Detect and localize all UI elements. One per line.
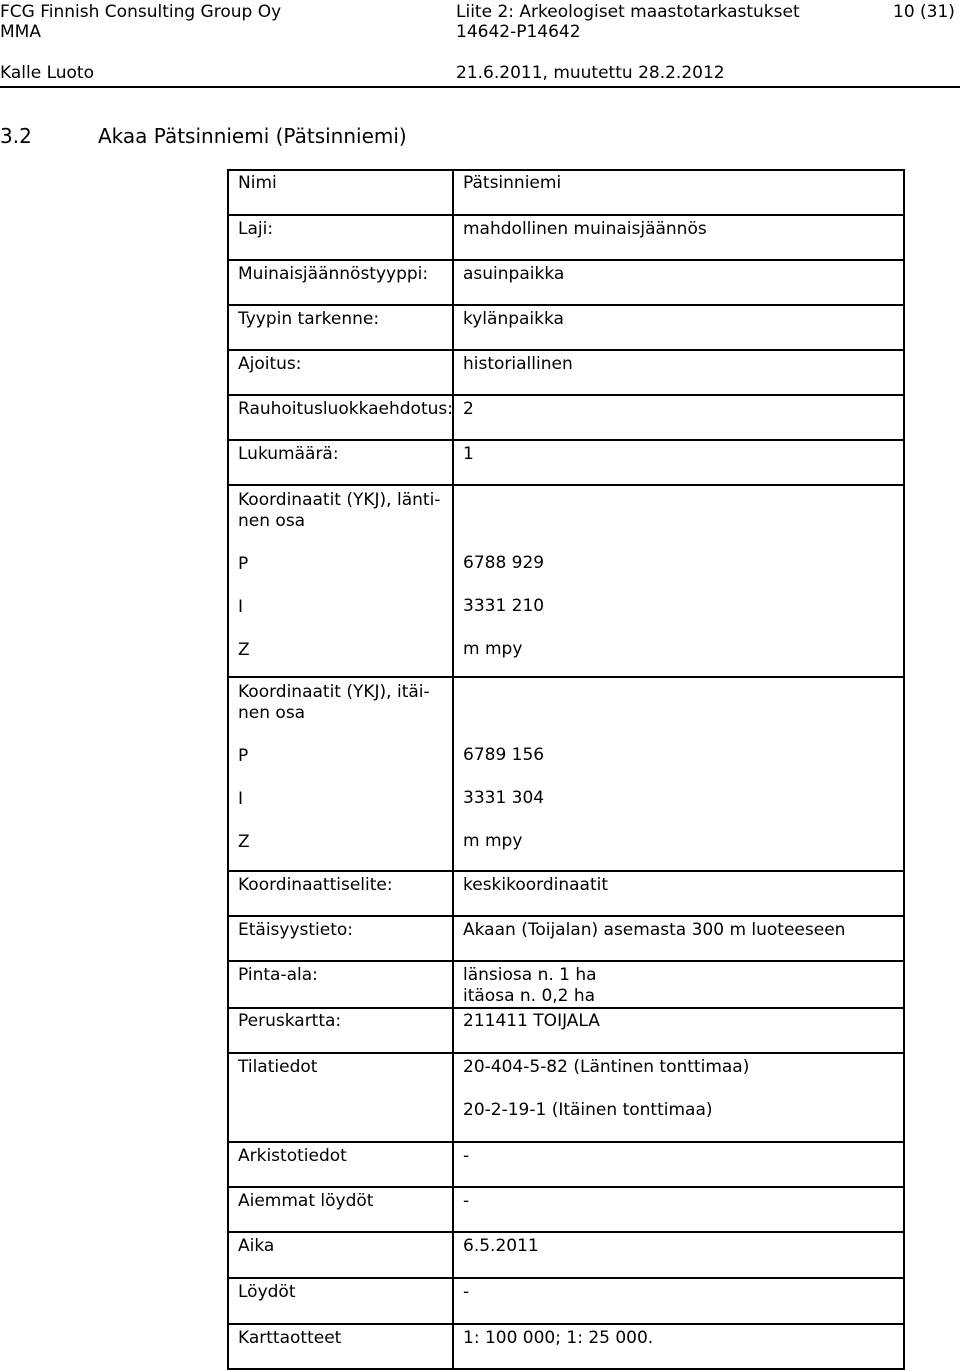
arkistotiedot-label: Arkistotiedot <box>228 1142 453 1187</box>
rauhoitus-label: Rauhoitusluokkaehdotus: <box>228 395 453 440</box>
header-company: FCG Finnish Consulting Group Oy <box>0 2 282 22</box>
header-document-number: 14642-P14642 <box>456 22 581 42</box>
koordinaatit-ita-i-value: 3331 304 <box>463 788 545 808</box>
table-row <box>228 1142 904 1187</box>
section-number: 3.2 <box>0 124 32 148</box>
table-row <box>228 305 904 350</box>
koordinaatit-ita-p-label: P <box>238 746 249 766</box>
nimi-label: Nimi <box>228 170 453 215</box>
pinta-ala-value-line1: länsiosa n. 1 ha <box>463 965 597 985</box>
koordinaatit-lansi-p-value: 6788 929 <box>463 553 545 573</box>
tarkenne-label: Tyypin tarkenne: <box>228 305 453 350</box>
koordinaatit-lansi-i-value: 3331 210 <box>463 596 545 616</box>
laji-value: mahdollinen muinaisjäännös <box>453 215 904 260</box>
header-department: MMA <box>0 22 41 42</box>
table-row <box>228 1232 904 1278</box>
koordinaatit-ita-values <box>453 677 904 871</box>
tyyppi-value: asuinpaikka <box>453 260 904 305</box>
aiemmat-loydot-label: Aiemmat löydöt <box>228 1187 453 1232</box>
koordinaatit-ita-z-value: m mpy <box>463 831 523 851</box>
table-row <box>228 871 904 916</box>
pinta-ala-value-line2: itäosa n. 0,2 ha <box>463 986 596 1006</box>
karttaotteet-value: 1: 100 000; 1: 25 000. <box>453 1324 904 1369</box>
header-date: 21.6.2011, muutettu 28.2.2012 <box>456 63 725 83</box>
section-heading <box>0 124 407 148</box>
header-document-title: Liite 2: Arkeologiset maastotarkastukset <box>456 2 800 22</box>
section-title: Akaa Pätsinniemi (Pätsinniemi) <box>98 124 407 148</box>
aika-value: 6.5.2011 <box>453 1232 904 1278</box>
tilatiedot-value <box>453 1053 904 1142</box>
table-row <box>228 350 904 395</box>
ajoitus-label: Ajoitus: <box>228 350 453 395</box>
arkistotiedot-value: - <box>453 1142 904 1187</box>
pinta-ala-value <box>453 961 904 1008</box>
table-row <box>228 215 904 260</box>
table-row <box>228 395 904 440</box>
table-row <box>228 260 904 305</box>
table-row <box>228 440 904 485</box>
table-row <box>228 1008 904 1053</box>
loydot-value: - <box>453 1278 904 1324</box>
table-row <box>228 1187 904 1232</box>
aiemmat-loydot-value: - <box>453 1187 904 1232</box>
tarkenne-value: kylänpaikka <box>453 305 904 350</box>
koordinaattiselite-value: keskikoordinaatit <box>453 871 904 916</box>
koordinaatit-lansi-label <box>228 485 453 677</box>
tilatiedot-value-line2: 20-2-19-1 (Itäinen tonttimaa) <box>463 1100 713 1120</box>
header-page-number: 10 (31) <box>893 2 955 22</box>
koordinaatit-lansi-z-label: Z <box>238 640 250 660</box>
koordinaattiselite-label: Koordinaattiselite: <box>228 871 453 916</box>
tilatiedot-value-line1: 20-404-5-82 (Läntinen tonttimaa) <box>463 1057 750 1077</box>
rauhoitus-value: 2 <box>453 395 904 440</box>
lukumaara-value: 1 <box>453 440 904 485</box>
pinta-ala-label: Pinta-ala: <box>228 961 453 1008</box>
koordinaatit-ita-label <box>228 677 453 871</box>
koordinaatit-lansi-label-line1: Koordinaatit (YKJ), länti- <box>238 490 441 510</box>
koordinaatit-ita-i-label: I <box>238 789 244 809</box>
table-row <box>228 961 904 1008</box>
koordinaatit-ita-z-label: Z <box>238 832 250 852</box>
table-row <box>228 1053 904 1142</box>
header-author: Kalle Luoto <box>0 63 94 83</box>
table-row <box>228 485 904 677</box>
aika-label: Aika <box>228 1232 453 1278</box>
ajoitus-value: historiallinen <box>453 350 904 395</box>
peruskartta-value: 211411 TOIJALA <box>453 1008 904 1053</box>
koordinaatit-lansi-label-line2: nen osa <box>238 511 306 531</box>
koordinaatit-ita-label-line2: nen osa <box>238 703 306 723</box>
etaisyystieto-value: Akaan (Toijalan) asemasta 300 m luoteeseen <box>453 916 904 961</box>
koordinaatit-lansi-z-value: m mpy <box>463 639 523 659</box>
table-row <box>228 1278 904 1324</box>
table-row <box>228 1324 904 1369</box>
karttaotteet-label: Karttaotteet <box>228 1324 453 1369</box>
etaisyystieto-label: Etäisyystieto: <box>228 916 453 961</box>
table-row <box>228 916 904 961</box>
lukumaara-label: Lukumäärä: <box>228 440 453 485</box>
laji-label: Laji: <box>228 215 453 260</box>
koordinaatit-lansi-i-label: I <box>238 597 244 617</box>
koordinaatit-lansi-values <box>453 485 904 677</box>
loydot-label: Löydöt <box>228 1278 453 1324</box>
tilatiedot-label: Tilatiedot <box>228 1053 453 1142</box>
peruskartta-label: Peruskartta: <box>228 1008 453 1053</box>
table-row <box>228 170 904 215</box>
header-divider <box>0 86 960 88</box>
table-row <box>228 677 904 871</box>
koordinaatit-lansi-p-label: P <box>238 554 249 574</box>
koordinaatit-ita-p-value: 6789 156 <box>463 745 545 765</box>
koordinaatit-ita-label-line1: Koordinaatit (YKJ), itäi- <box>238 682 430 702</box>
tyyppi-label: Muinaisjäännöstyyppi: <box>228 260 453 305</box>
site-info-table <box>227 169 905 1370</box>
nimi-value: Pätsinniemi <box>453 170 904 215</box>
